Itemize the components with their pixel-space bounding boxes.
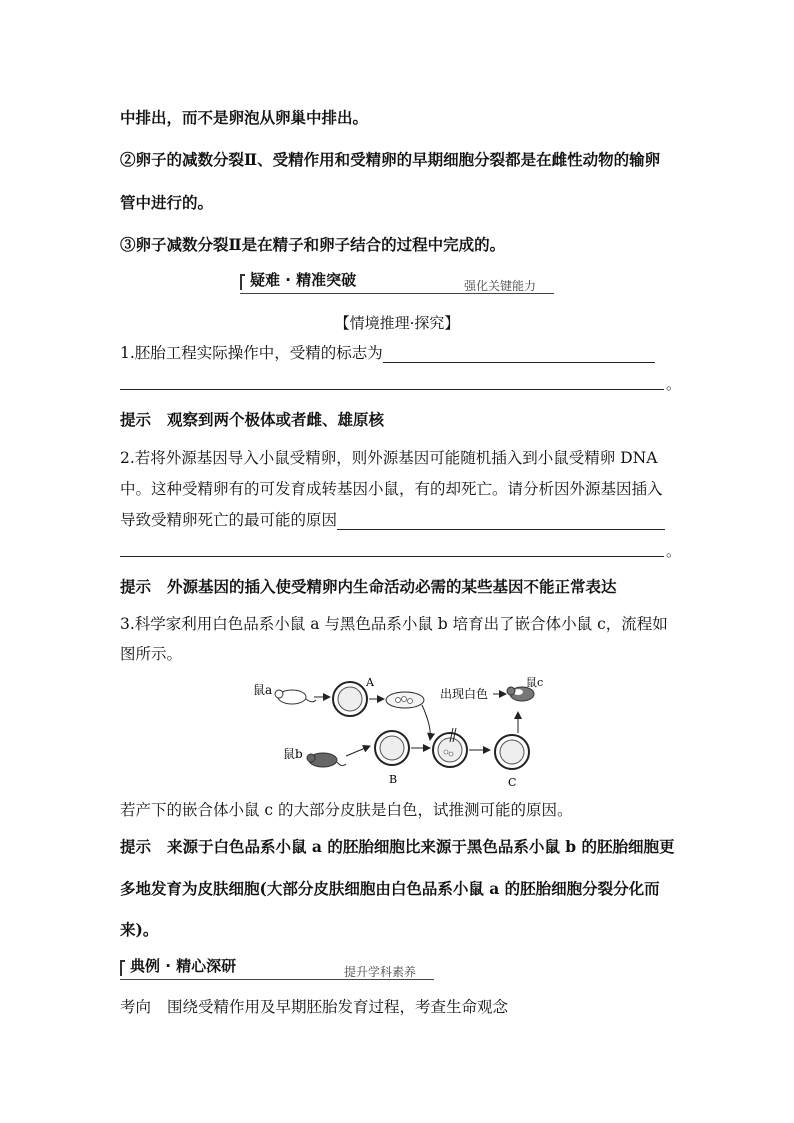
answer-blank xyxy=(383,346,655,363)
answer-blank xyxy=(337,513,665,530)
chimera-mouse-c-icon xyxy=(507,687,534,701)
section-subtitle: 强化关键能力 xyxy=(464,279,537,293)
scenario-heading: 【情境推理·探究】 xyxy=(334,314,460,332)
question-2-line-1: 2.若将外源基因导入小鼠受精卵，则外源基因可能随机插入到小鼠受精卵 DNA xyxy=(120,449,658,467)
label-B: B xyxy=(389,773,398,786)
hint-text: 来源于白色品系小鼠 a 的胚胎细胞比来源于黑色品系小鼠 b 的胚胎细胞更 xyxy=(167,837,675,856)
direction-label: 考向 xyxy=(120,998,152,1016)
chimera-flow-diagram xyxy=(250,672,550,792)
hint-text: 观察到两个极体或者雌、雄原核 xyxy=(167,410,385,429)
mouse-b-label: 鼠b xyxy=(283,747,303,761)
label-C: C xyxy=(508,776,517,789)
hint-label: 提示 xyxy=(120,410,152,429)
white-mouse-a-icon xyxy=(275,690,316,704)
hint-3-line-1 xyxy=(120,837,674,857)
section-subtitle: 提升学科素养 xyxy=(344,965,417,979)
question-1 xyxy=(120,343,655,363)
hint-label: 提示 xyxy=(120,837,152,856)
mouse-a-label: 鼠a xyxy=(253,683,273,697)
hint-text: 外源基因的插入使受精卵内生命活动必需的某些基因不能正常表达 xyxy=(167,577,617,596)
question-3-followup: 若产下的嵌合体小鼠 c 的大部分皮肤是白色，试推测可能的原因。 xyxy=(120,801,573,819)
section-header-difficulty xyxy=(240,272,554,294)
section-header-examples xyxy=(120,958,434,980)
section-underline xyxy=(240,293,554,294)
direction-text: 围绕受精作用及早期胚胎发育过程，考查生命观念 xyxy=(167,998,509,1016)
embryo-B-icon xyxy=(375,731,409,765)
culture-dish-icon xyxy=(386,692,424,708)
white-appears-label: 出现白色 xyxy=(440,687,489,701)
hint-3-line-2: 多地发育为皮肤细胞(大部分皮肤细胞由白色品系小鼠 a 的胚胎细胞分裂分化而 xyxy=(120,879,660,898)
hint-2 xyxy=(120,577,617,597)
embryo-A-icon xyxy=(333,682,367,716)
question-2-text: 导致受精卵死亡的最可能的原因 xyxy=(120,511,338,529)
label-A: A xyxy=(366,676,374,689)
section-title: 典例 · 精心深研 xyxy=(130,957,237,975)
hint-3-line-3: 来)。 xyxy=(120,920,159,939)
hint-1 xyxy=(120,410,384,430)
section-title: 疑难 · 精准突破 xyxy=(250,271,357,289)
period: 。 xyxy=(666,375,682,393)
question-2-line-3 xyxy=(120,510,665,530)
intro-line-2: ②卵子的减数分裂Ⅱ、受精作用和受精卵的早期细胞分裂都是在雌性动物的输卵 xyxy=(120,150,661,169)
intro-line-4: ③卵子减数分裂Ⅱ是在精子和卵子结合的过程中完成的。 xyxy=(120,235,506,254)
period: 。 xyxy=(666,542,682,560)
intro-line-3: 管中进行的。 xyxy=(120,193,214,212)
hint-label: 提示 xyxy=(120,577,152,596)
section-bracket-icon xyxy=(120,960,125,976)
embryo-C-icon xyxy=(495,735,529,769)
exam-direction xyxy=(120,997,508,1017)
section-underline xyxy=(120,979,434,980)
section-bracket-icon xyxy=(240,274,245,290)
answer-blank-line xyxy=(120,389,664,390)
injected-embryo-icon xyxy=(433,728,467,767)
question-3-line-2: 图所示。 xyxy=(120,645,183,663)
question-3-line-1: 3.科学家利用白色品系小鼠 a 与黑色品系小鼠 b 培育出了嵌合体小鼠 c，流程如 xyxy=(120,615,668,633)
question-1-text: 1.胚胎工程实际操作中，受精的标志为 xyxy=(120,344,383,362)
black-mouse-b-icon xyxy=(307,753,346,767)
intro-line-1: 中排出，而不是卵泡从卵巢中排出。 xyxy=(120,108,369,127)
mouse-c-label: 鼠c xyxy=(526,676,544,689)
question-2-line-2: 中。这种受精卵有的可发育成转基因小鼠，有的却死亡。请分析因外源基因插入 xyxy=(120,480,663,498)
answer-blank-line xyxy=(120,556,664,557)
